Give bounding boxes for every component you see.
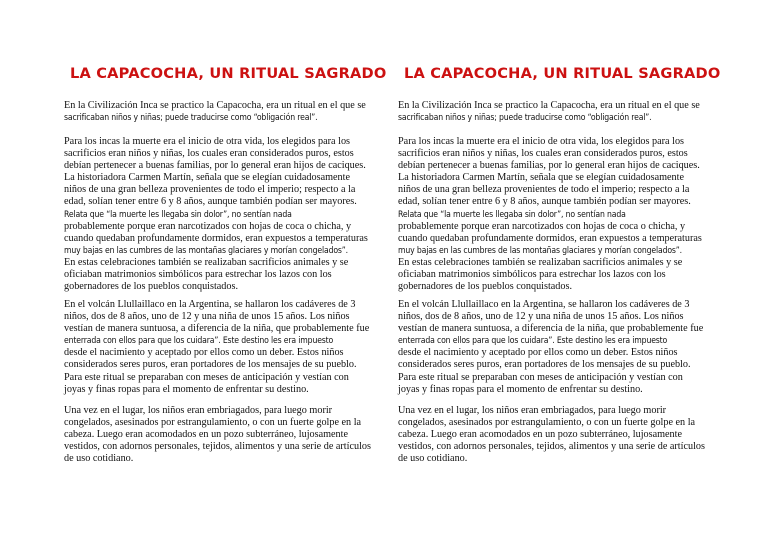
text-line: En el volcán Llullaillaco en la Argentina, se hallaron los cadáveres de 3 [398,299,690,310]
text-line: vestidos, con adornos personales, tejidos, alimentos y una serie de artículos [64,441,371,453]
text-line: En estas celebraciones también se realizaban sacrificios animales y se [398,256,683,268]
text-line: joyas y finas ropas para el momento de enfrentar su destino. [64,383,309,395]
text-line: probablemente porque eran narcotizados con hojas de coca o chicha, y [64,220,352,232]
text-line-handwritten: Relata que “la muerte les llegaba sin dolor”, no sentían nada [64,209,292,220]
text-line: En la Civilización Inca se practico la Capacocha, era un ritual en el que se [398,100,700,111]
paragraph-llullaillaco [398,299,720,396]
text-line: desde el nacimiento y aceptado por ellos como un deber. Estos niños [64,347,344,359]
text-line: En estas celebraciones también se realizaban sacrificios animales y se [64,256,349,268]
text-line-handwritten: enterrada con ellos para que los cuidara”. Este destino les era impuesto [398,336,668,347]
text-line: probablemente porque eran narcotizados con hojas de coca o chicha, y [398,220,686,232]
text-line: congelados, asesinados por estrangulamiento, o con un fuerte golpe en la [64,417,362,429]
text-line: desde el nacimiento y aceptado por ellos como un deber. Estos niños [398,347,678,359]
text-line-handwritten: muy bajas en las cumbres de las montañas glaciares y morían congelados”. [64,245,348,256]
text-line: cabeza. Luego eran acomodados en un pozo subterráneo, lujosamente [64,429,349,441]
paragraph-intro [64,100,386,124]
text-line: Para este ritual se preparaban con meses de anticipación y vestían con [398,371,683,383]
text-line: gobernadores de los pueblos conquistados. [398,281,573,293]
paragraph-ritual-end [64,405,386,465]
text-line: niños de una gran belleza provenientes de todo el imperio; respecto a la [64,184,356,196]
paragraph-death-beliefs [64,136,386,293]
text-line: cabeza. Luego eran acomodados en un pozo subterráneo, lujosamente [398,429,683,441]
text-line: En la Civilización Inca se practico la Capacocha, era un ritual en el que se [64,100,366,111]
text-line: considerados seres puros, eran portadores de los mensajes de su pueblo. [398,359,691,371]
text-line: oficiaban matrimonios simbólicos para estrechar los lazos con los [64,269,332,281]
paragraph-llullaillaco [64,299,386,396]
paragraph-intro [398,100,720,124]
text-line: cuando quedaban profundamente dormidos, eran expuestos a temperaturas [64,232,368,244]
text-line: vestidos, con adornos personales, tejidos, alimentos y una serie de artículos [398,441,705,453]
text-line: debían pertenecer a buenas familias, por lo general eran hijos de caciques. [398,160,700,172]
text-line-handwritten: enterrada con ellos para que los cuidara”. Este destino les era impuesto [64,336,334,347]
paragraph-ritual-end [398,405,720,465]
text-line-handwritten: sacrificaban niños y niñas; puede traducirse como “obligación real”. [398,113,652,124]
text-line: debían pertenecer a buenas familias, por lo general eran hijos de caciques. [64,160,366,172]
text-line: considerados seres puros, eran portadores de los mensajes de su pueblo. [64,359,357,371]
text-line: sacrificios eran niños y niñas, los cuales eran considerados puros, estos [64,148,354,160]
text-line: gobernadores de los pueblos conquistados. [64,281,239,293]
text-line: cuando quedaban profundamente dormidos, eran expuestos a temperaturas [398,232,702,244]
text-line-handwritten: muy bajas en las cumbres de las montañas glaciares y morían congelados”. [398,245,682,256]
text-line: de uso cotidiano. [64,453,134,465]
text-line: edad, solían tener entre 6 y 8 años, aunque también podían ser mayores. [64,196,357,208]
text-line: niños, dos de 8 años, uno de 12 y una niña de unos 15 años. Los niños [64,311,350,323]
text-line: Para los incas la muerte era el inicio de otra vida, los elegidos para los [64,136,351,147]
text-line: niños de una gran belleza provenientes de todo el imperio; respecto a la [398,184,690,196]
text-line: oficiaban matrimonios simbólicos para estrechar los lazos con los [398,269,666,281]
text-line: Una vez en el lugar, los niños eran embriagados, para luego morir [398,405,667,416]
text-line: Para los incas la muerte era el inicio de otra vida, los elegidos para los [398,136,685,147]
text-line: niños, dos de 8 años, uno de 12 y una niña de unos 15 años. Los niños [398,311,684,323]
text-line: edad, solían tener entre 6 y 8 años, aunque también podían ser mayores. [398,196,691,208]
text-line: sacrificios eran niños y niñas, los cuales eran considerados puros, estos [398,148,688,160]
text-line: La historiadora Carmen Martín, señala que se elegían cuidadosamente [398,172,684,184]
text-line: vestían de manera suntuosa, a diferencia de la niña, que probablemente fue [398,323,704,335]
text-line: joyas y finas ropas para el momento de enfrentar su destino. [398,383,643,395]
text-line: de uso cotidiano. [398,453,468,465]
article-title: LA CAPACOCHA, UN RITUAL SAGRADO [404,65,721,82]
text-line: congelados, asesinados por estrangulamiento, o con un fuerte golpe en la [398,417,696,429]
text-line-handwritten: sacrificaban niños y niñas; puede traducirse como “obligación real”. [64,113,318,124]
text-line-handwritten: Relata que “la muerte les llegaba sin dolor”, no sentían nada [398,209,626,220]
text-line: En el volcán Llullaillaco en la Argentina, se hallaron los cadáveres de 3 [64,299,356,310]
text-line: Una vez en el lugar, los niños eran embriagados, para luego morir [64,405,333,416]
text-line: vestían de manera suntuosa, a diferencia de la niña, que probablemente fue [64,323,370,335]
text-line: La historiadora Carmen Martín, señala que se elegían cuidadosamente [64,172,350,184]
text-line: Para este ritual se preparaban con meses de anticipación y vestían con [64,371,349,383]
article-title: LA CAPACOCHA, UN RITUAL SAGRADO [70,65,387,82]
paragraph-death-beliefs [398,136,720,293]
